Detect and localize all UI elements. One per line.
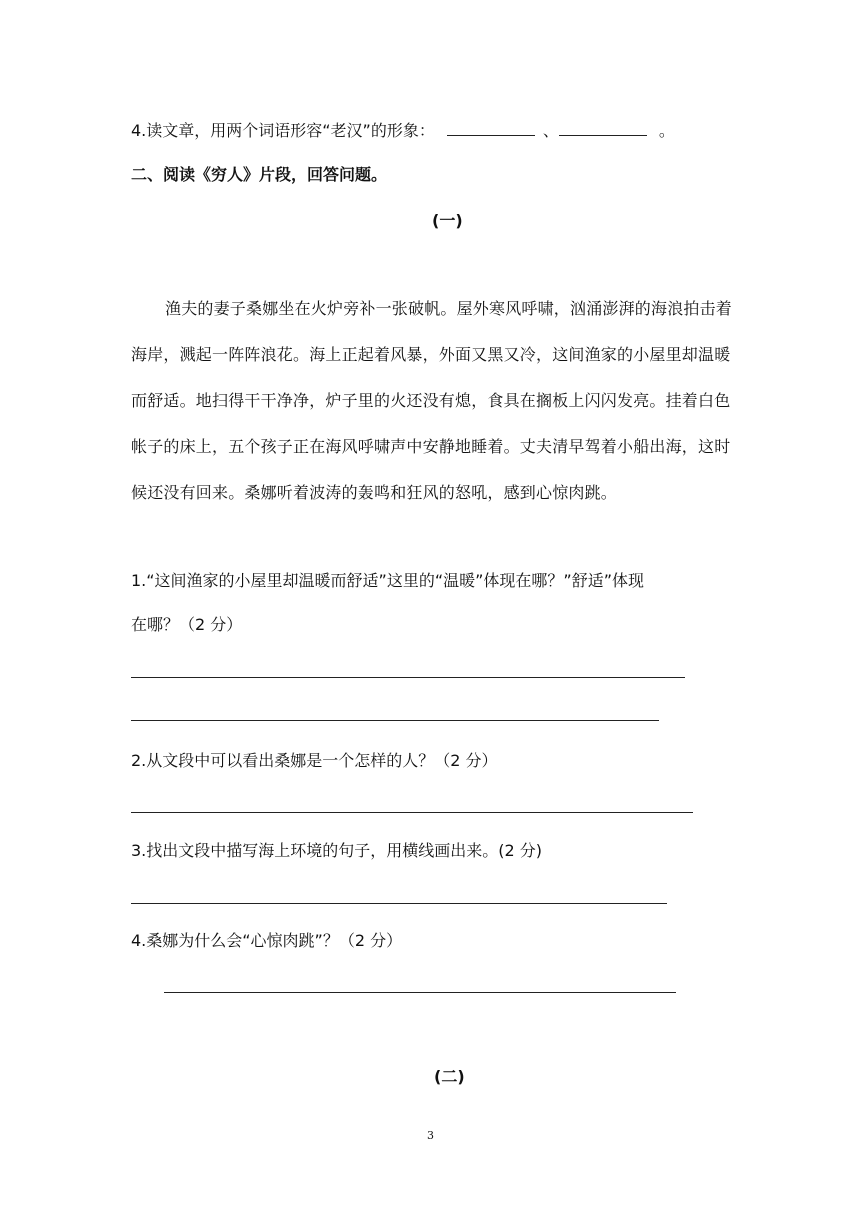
question-4-prev-text: 4.读文章，用两个词语形容“老汉”的形象： <box>131 121 435 140</box>
question-3: 3.找出文段中描写海上环境的句子，用横线画出来。(2 分) <box>131 841 543 860</box>
answer-blank-1[interactable] <box>447 121 535 136</box>
answer-line[interactable] <box>131 677 685 678</box>
question-4-prev <box>131 118 675 141</box>
answer-line[interactable] <box>164 992 676 993</box>
section-heading: 二、阅读《穷人》片段，回答问题。 <box>131 165 388 184</box>
question-2: 2.从文段中可以看出桑娜是一个怎样的人？（2 分） <box>131 751 498 770</box>
question-4: 4.桑娜为什么会“心惊肉跳”？（2 分） <box>131 931 403 950</box>
part-two-label: (二) <box>434 1067 465 1086</box>
question-1-line-1: 1.“这间渔家的小屋里却温暖而舒适”这里的“温暖”体现在哪？”舒适”体现 <box>131 571 645 590</box>
answer-line[interactable] <box>131 903 667 904</box>
question-1-line-2: 在哪？（2 分） <box>131 615 243 634</box>
blank-separator: 、 <box>542 121 559 140</box>
passage-text: 渔夫的妻子桑娜坐在火炉旁补一张破帆。屋外寒风呼啸，汹涌澎湃的海浪拍击着海岸，溅起一阵阵浪花。海上正起着风暴，外面又黑又冷，这间渔家的小屋里却温暖而舒适。地扫得干干净净，炉子里的火还没有熄，食具在搁板上闪闪发亮。挂着白色帐子的床上，五个孩子正在海风呼啸声中安静地睡着。丈夫清早驾着小船出海，这时候还没有回来。桑娜听着波涛的轰鸣和狂风的怒吼，感到心惊肉跳。 <box>131 299 733 502</box>
answer-blank-2[interactable] <box>559 121 647 136</box>
question-end-mark: 。 <box>658 121 675 140</box>
page-number: 3 <box>427 1129 434 1142</box>
part-one-label: (一) <box>432 211 463 230</box>
answer-line[interactable] <box>131 720 659 721</box>
answer-line[interactable] <box>131 812 693 813</box>
